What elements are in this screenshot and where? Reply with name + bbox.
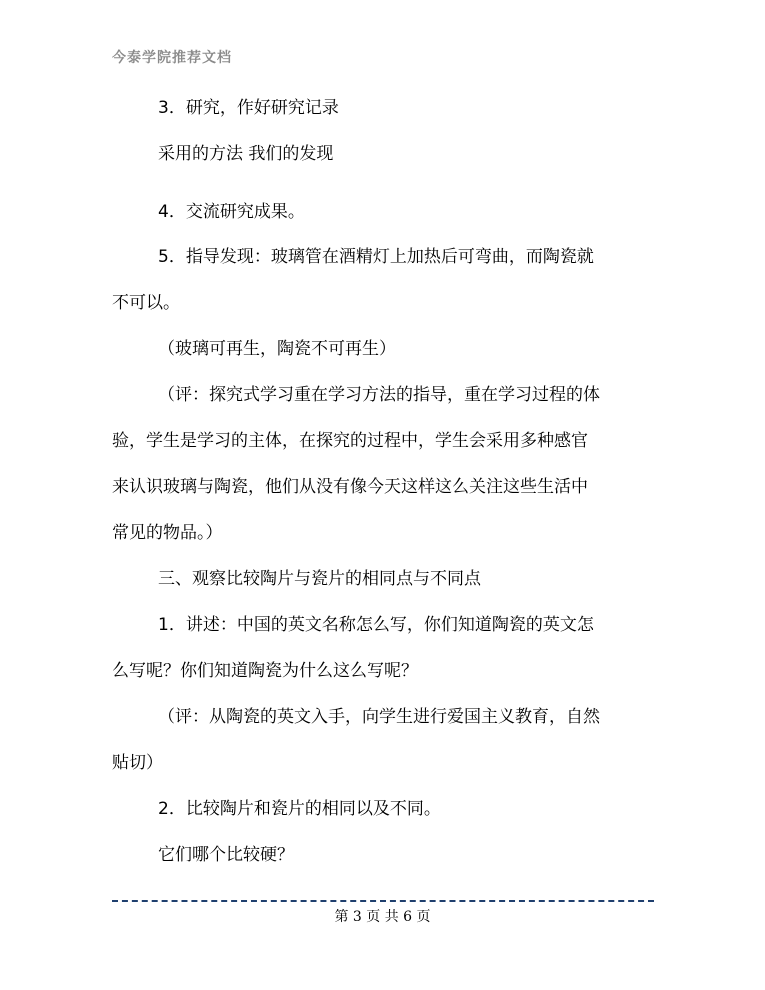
paragraph-comment-1-line2: 验，学生是学习的主体，在探究的过程中，学生会采用多种感官 xyxy=(112,431,588,451)
footer-divider xyxy=(112,900,654,902)
paragraph-compare: 2．比较陶片和瓷片的相同以及不同。 xyxy=(158,799,441,819)
paragraph-question: 它们哪个比较硬？ xyxy=(158,845,294,865)
page-number: 第 3 页 共 6 页 xyxy=(334,909,431,925)
paragraph-comment-2-line1: （评：从陶瓷的英文入手，向学生进行爱国主义教育，自然 xyxy=(158,707,600,727)
paragraph-comment-2-line2: 贴切） xyxy=(112,753,163,773)
paragraph-lecture-line1: 1．讲述：中国的英文名称怎么写，你们知道陶瓷的英文怎 xyxy=(158,615,594,635)
paragraph-note-glass: （玻璃可再生，陶瓷不可再生） xyxy=(158,339,396,359)
paragraph-step-4: 4．交流研究成果。 xyxy=(158,202,305,222)
paragraph-step-3: 3．研究，作好研究记录 xyxy=(158,98,339,118)
paragraph-step-5-line1: 5．指导发现：玻璃管在酒精灯上加热后可弯曲，而陶瓷就 xyxy=(158,247,594,267)
section-heading-3: 三、观察比较陶片与瓷片的相同点与不同点 xyxy=(158,569,481,589)
paragraph-comment-1-line3: 来认识玻璃与陶瓷，他们从没有像今天这样这么关注这些生活中 xyxy=(112,477,588,497)
paragraph-step-5-line2: 不可以。 xyxy=(112,293,180,313)
paragraph-methods: 采用的方法 我们的发现 xyxy=(158,144,334,164)
paragraph-lecture-line2: 么写呢？你们知道陶瓷为什么这么写呢？ xyxy=(112,661,418,681)
paragraph-comment-1-line4: 常见的物品。） xyxy=(112,523,223,543)
paragraph-comment-1-line1: （评：探究式学习重在学习方法的指导，重在学习过程的体 xyxy=(158,385,600,405)
document-header: 今泰学院推荐文档 xyxy=(112,50,232,66)
